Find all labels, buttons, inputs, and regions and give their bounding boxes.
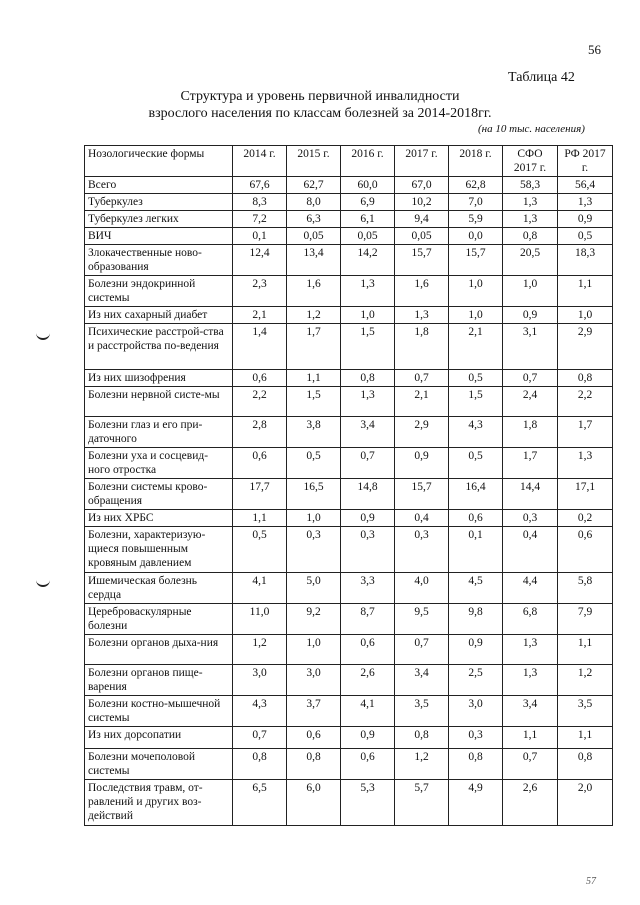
value-cell: 2,2 [233, 387, 287, 417]
value-cell: 16,4 [449, 479, 503, 510]
value-cell: 60,0 [341, 177, 395, 194]
value-cell: 3,7 [287, 696, 341, 727]
table-row [85, 727, 613, 749]
value-cell: 0,3 [287, 527, 341, 573]
table-row [85, 448, 613, 479]
value-cell: 2,3 [233, 276, 287, 307]
value-cell: 1,3 [395, 307, 449, 324]
value-cell: 6,9 [341, 194, 395, 211]
value-cell: 5,3 [341, 780, 395, 826]
table-row [85, 573, 613, 604]
value-cell: 8,7 [341, 604, 395, 635]
value-cell: 15,7 [395, 245, 449, 276]
value-cell: 0,9 [341, 727, 395, 749]
value-cell: 56,4 [558, 177, 613, 194]
value-cell: 1,6 [395, 276, 449, 307]
table-row [85, 510, 613, 527]
header-cell: 2017 г. [395, 146, 449, 177]
value-cell: 2,5 [449, 665, 503, 696]
value-cell: 4,5 [449, 573, 503, 604]
table-row [85, 479, 613, 510]
row-name-cell: Туберкулез легких [85, 211, 233, 228]
row-name-cell: Болезни уха и сосцевид-ного отростка [85, 448, 233, 479]
row-name-cell: Из них сахарный диабет [85, 307, 233, 324]
value-cell: 17,7 [233, 479, 287, 510]
value-cell: 1,6 [287, 276, 341, 307]
value-cell: 17,1 [558, 479, 613, 510]
value-cell: 2,1 [233, 307, 287, 324]
table-row [85, 211, 613, 228]
value-cell: 0,4 [395, 510, 449, 527]
value-cell: 58,3 [503, 177, 558, 194]
value-cell: 5,7 [395, 780, 449, 826]
value-cell: 1,0 [558, 307, 613, 324]
value-cell: 3,0 [233, 665, 287, 696]
value-cell: 5,9 [449, 211, 503, 228]
value-cell: 16,5 [287, 479, 341, 510]
value-cell: 0,7 [395, 370, 449, 387]
value-cell: 1,0 [341, 307, 395, 324]
value-cell: 1,1 [287, 370, 341, 387]
header-row [85, 146, 613, 177]
value-cell: 5,8 [558, 573, 613, 604]
value-cell: 0,6 [341, 635, 395, 665]
row-name-cell: Болезни органов дыха-ния [85, 635, 233, 665]
header-cell: 2015 г. [287, 146, 341, 177]
value-cell: 3,5 [395, 696, 449, 727]
value-cell: 0,5 [558, 228, 613, 245]
value-cell: 2,1 [449, 324, 503, 370]
value-cell: 0,6 [449, 510, 503, 527]
value-cell: 0,3 [341, 527, 395, 573]
value-cell: 3,4 [341, 417, 395, 448]
value-cell: 4,0 [395, 573, 449, 604]
value-cell: 10,2 [395, 194, 449, 211]
header-cell: 2018 г. [449, 146, 503, 177]
value-cell: 0,9 [395, 448, 449, 479]
value-cell: 9,8 [449, 604, 503, 635]
value-cell: 0,8 [558, 370, 613, 387]
value-cell: 1,7 [287, 324, 341, 370]
value-cell: 2,1 [395, 387, 449, 417]
value-cell: 4,1 [233, 573, 287, 604]
table-title [0, 88, 640, 122]
value-cell: 4,9 [449, 780, 503, 826]
value-cell: 4,1 [341, 696, 395, 727]
value-cell: 6,8 [503, 604, 558, 635]
value-cell: 1,0 [287, 635, 341, 665]
value-cell: 6,3 [287, 211, 341, 228]
row-name-cell: Злокачественные ново-образования [85, 245, 233, 276]
value-cell: 18,3 [558, 245, 613, 276]
header-cell: РФ 2017 г. [558, 146, 613, 177]
value-cell: 0,8 [287, 749, 341, 780]
value-cell: 1,3 [503, 194, 558, 211]
units-note: (на 10 тыс. населения) [478, 123, 585, 135]
value-cell: 3,8 [287, 417, 341, 448]
row-name-cell: Ишемическая болезнь сердца [85, 573, 233, 604]
value-cell: 3,3 [341, 573, 395, 604]
value-cell: 0,05 [395, 228, 449, 245]
value-cell: 0,6 [341, 749, 395, 780]
row-name-cell: Психические расстрой-ства и расстройства по-ведения [85, 324, 233, 370]
page-number: 56 [588, 42, 601, 57]
value-cell: 0,4 [503, 527, 558, 573]
value-cell: 2,4 [503, 387, 558, 417]
value-cell: 0,3 [449, 727, 503, 749]
value-cell: 0,6 [233, 448, 287, 479]
value-cell: 6,0 [287, 780, 341, 826]
value-cell: 1,3 [558, 194, 613, 211]
value-cell: 14,2 [341, 245, 395, 276]
row-name-cell: Болезни системы крово-обращения [85, 479, 233, 510]
title-line-2: взрослого населения по классам болезней за 2014-2018гг. [148, 106, 492, 121]
value-cell: 1,2 [287, 307, 341, 324]
value-cell: 1,3 [341, 276, 395, 307]
value-cell: 1,3 [503, 635, 558, 665]
table-row [85, 387, 613, 417]
margin-bracket-mark [36, 331, 50, 340]
table-row [85, 665, 613, 696]
row-name-cell: Болезни нервной систе-мы [85, 387, 233, 417]
table-row [85, 370, 613, 387]
header-cell: 2016 г. [341, 146, 395, 177]
value-cell: 2,9 [558, 324, 613, 370]
value-cell: 1,1 [503, 727, 558, 749]
value-cell: 9,4 [395, 211, 449, 228]
value-cell: 0,7 [503, 370, 558, 387]
row-name-cell: Всего [85, 177, 233, 194]
value-cell: 8,3 [233, 194, 287, 211]
value-cell: 1,5 [449, 387, 503, 417]
table-row [85, 417, 613, 448]
value-cell: 1,3 [341, 387, 395, 417]
row-name-cell: Цереброваскулярные болезни [85, 604, 233, 635]
value-cell: 0,5 [287, 448, 341, 479]
handwritten-page-mark: 57 [586, 876, 596, 887]
value-cell: 0,8 [341, 370, 395, 387]
value-cell: 6,5 [233, 780, 287, 826]
value-cell: 0,7 [395, 635, 449, 665]
value-cell: 15,7 [449, 245, 503, 276]
row-name-cell: Болезни органов пище-варения [85, 665, 233, 696]
value-cell: 11,0 [233, 604, 287, 635]
value-cell: 0,2 [558, 510, 613, 527]
value-cell: 4,4 [503, 573, 558, 604]
table-row [85, 307, 613, 324]
value-cell: 1,3 [503, 665, 558, 696]
value-cell: 0,5 [233, 527, 287, 573]
table-row [85, 194, 613, 211]
value-cell: 0,8 [395, 727, 449, 749]
value-cell: 0,05 [341, 228, 395, 245]
table-row [85, 228, 613, 245]
row-name-cell: Туберкулез [85, 194, 233, 211]
value-cell: 0,7 [503, 749, 558, 780]
disability-table [84, 145, 613, 826]
value-cell: 1,1 [558, 276, 613, 307]
value-cell: 3,4 [395, 665, 449, 696]
row-name-cell: Болезни глаз и его при-даточного [85, 417, 233, 448]
value-cell: 1,0 [449, 276, 503, 307]
header-cell: 2014 г. [233, 146, 287, 177]
value-cell: 7,9 [558, 604, 613, 635]
table-row [85, 177, 613, 194]
value-cell: 14,4 [503, 479, 558, 510]
value-cell: 3,1 [503, 324, 558, 370]
value-cell: 12,4 [233, 245, 287, 276]
value-cell: 1,5 [341, 324, 395, 370]
value-cell: 1,7 [558, 417, 613, 448]
value-cell: 1,1 [233, 510, 287, 527]
header-cell: СФО 2017 г. [503, 146, 558, 177]
row-name-cell: ВИЧ [85, 228, 233, 245]
row-name-cell: Болезни костно-мышечной системы [85, 696, 233, 727]
value-cell: 1,1 [558, 635, 613, 665]
value-cell: 1,7 [503, 448, 558, 479]
row-name-cell: Болезни, характеризую-щиеся повышенным кровяным давлением [85, 527, 233, 573]
value-cell: 14,8 [341, 479, 395, 510]
value-cell: 0,1 [233, 228, 287, 245]
table-row [85, 276, 613, 307]
value-cell: 2,8 [233, 417, 287, 448]
value-cell: 0,6 [558, 527, 613, 573]
table-label: Таблица 42 [508, 70, 575, 85]
value-cell: 0,5 [449, 448, 503, 479]
table-row [85, 749, 613, 780]
table-row [85, 780, 613, 826]
value-cell: 4,3 [449, 417, 503, 448]
value-cell: 0,8 [558, 749, 613, 780]
table-row [85, 245, 613, 276]
value-cell: 62,8 [449, 177, 503, 194]
value-cell: 1,3 [558, 448, 613, 479]
table-row [85, 324, 613, 370]
value-cell: 1,0 [503, 276, 558, 307]
value-cell: 4,3 [233, 696, 287, 727]
value-cell: 13,4 [287, 245, 341, 276]
table-row [85, 635, 613, 665]
value-cell: 20,5 [503, 245, 558, 276]
value-cell: 1,1 [558, 727, 613, 749]
margin-bracket-mark [36, 578, 50, 587]
header-cell: Нозологические формы [85, 146, 233, 177]
value-cell: 62,7 [287, 177, 341, 194]
row-name-cell: Болезни мочеполовой системы [85, 749, 233, 780]
value-cell: 1,5 [287, 387, 341, 417]
value-cell: 7,0 [449, 194, 503, 211]
value-cell: 0,9 [558, 211, 613, 228]
title-line-1: Структура и уровень первичной инвалидности [180, 89, 460, 104]
row-name-cell: Из них дорсопатии [85, 727, 233, 749]
row-name-cell: Последствия травм, от-равлений и других воз-действий [85, 780, 233, 826]
value-cell: 1,0 [287, 510, 341, 527]
row-name-cell: Из них шизофрения [85, 370, 233, 387]
value-cell: 3,5 [558, 696, 613, 727]
value-cell: 0,8 [233, 749, 287, 780]
value-cell: 67,0 [395, 177, 449, 194]
value-cell: 5,0 [287, 573, 341, 604]
row-name-cell: Из них ХРБС [85, 510, 233, 527]
value-cell: 67,6 [233, 177, 287, 194]
value-cell: 2,0 [558, 780, 613, 826]
value-cell: 0,6 [287, 727, 341, 749]
value-cell: 0,7 [341, 448, 395, 479]
value-cell: 1,3 [503, 211, 558, 228]
value-cell: 15,7 [395, 479, 449, 510]
table-row [85, 696, 613, 727]
value-cell: 0,7 [233, 727, 287, 749]
value-cell: 0,5 [449, 370, 503, 387]
value-cell: 2,2 [558, 387, 613, 417]
value-cell: 3,0 [287, 665, 341, 696]
value-cell: 1,2 [558, 665, 613, 696]
value-cell: 1,0 [449, 307, 503, 324]
value-cell: 1,2 [233, 635, 287, 665]
value-cell: 9,5 [395, 604, 449, 635]
value-cell: 1,8 [503, 417, 558, 448]
value-cell: 3,4 [503, 696, 558, 727]
value-cell: 2,9 [395, 417, 449, 448]
value-cell: 2,6 [503, 780, 558, 826]
value-cell: 0,8 [503, 228, 558, 245]
value-cell: 1,2 [395, 749, 449, 780]
value-cell: 0,9 [341, 510, 395, 527]
value-cell: 0,3 [395, 527, 449, 573]
value-cell: 1,8 [395, 324, 449, 370]
value-cell: 3,0 [449, 696, 503, 727]
value-cell: 0,05 [287, 228, 341, 245]
value-cell: 0,8 [449, 749, 503, 780]
value-cell: 8,0 [287, 194, 341, 211]
value-cell: 7,2 [233, 211, 287, 228]
value-cell: 0,6 [233, 370, 287, 387]
value-cell: 2,6 [341, 665, 395, 696]
value-cell: 9,2 [287, 604, 341, 635]
value-cell: 0,9 [449, 635, 503, 665]
value-cell: 6,1 [341, 211, 395, 228]
row-name-cell: Болезни эндокринной системы [85, 276, 233, 307]
table-row [85, 604, 613, 635]
value-cell: 0,0 [449, 228, 503, 245]
value-cell: 0,1 [449, 527, 503, 573]
value-cell: 0,3 [503, 510, 558, 527]
value-cell: 0,9 [503, 307, 558, 324]
value-cell: 1,4 [233, 324, 287, 370]
table-row [85, 527, 613, 573]
